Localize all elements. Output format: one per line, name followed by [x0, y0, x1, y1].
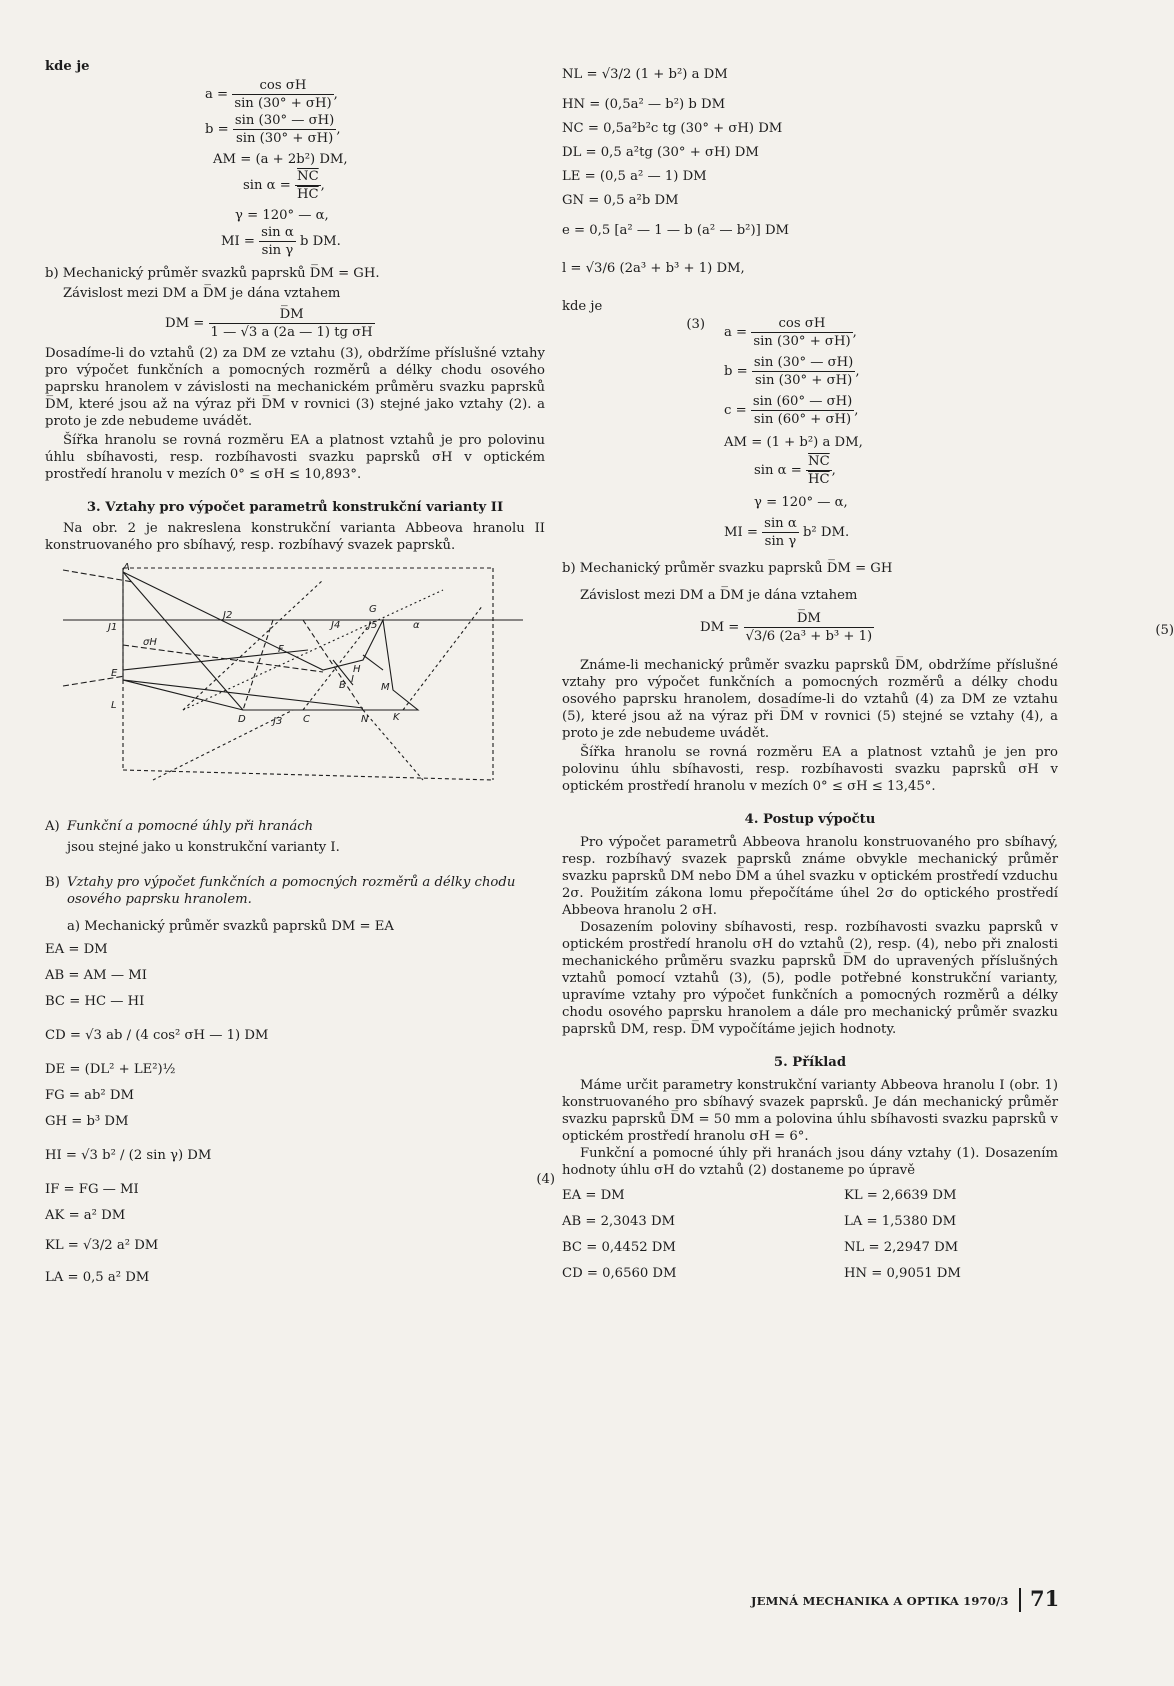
denominator: sin (30° + σH)	[235, 131, 334, 146]
page-footer	[0, 1582, 1143, 1612]
equation-gamma: γ = 120° — α,	[235, 208, 329, 223]
eq-line: HN = (0,5a² — b²) b DM	[562, 97, 726, 112]
kde-je-label: kde je	[45, 59, 90, 74]
eq4-line: CD = √3 ab / (4 cos² σH — 1) DM	[45, 1028, 269, 1043]
results-table	[562, 1187, 1058, 1295]
fig-label-C: C	[303, 714, 310, 725]
paragraph: Pro výpočet parametrů Abbeova hranolu konstruovaného pro sbíhavý, resp. rozbíhavý svazek paprsků známe obvykle mechanický průměr svazku paprsků DM nebo D̅M a úhel svazku v optickém prostředí vzduchu 2σ. Použitím zákona lomu přepočítáme úhel 2σ do optického prostředí Abbeova hranolu 2 σH.	[562, 835, 1058, 918]
result-line: EA = DM	[562, 1188, 625, 1203]
result-line: CD = 0,6560 DM	[562, 1266, 677, 1281]
eq4-line: AB = AM — MI	[45, 968, 147, 983]
numerator: cos σH	[751, 315, 852, 333]
list-text: jsou stejné jako u konstrukční varianty I.	[67, 840, 340, 855]
fig-label-L: L	[111, 700, 117, 711]
equation-b: b = $\frac{\sin (30^\circ — \sigma H)}{\sin (30^\circ + \sigma H)}$ ,	[205, 113, 341, 146]
result-line: KL = 2,6639 DM	[844, 1188, 957, 1203]
eq-lhs: b =	[205, 122, 229, 137]
page-number: 71	[1030, 1586, 1060, 1611]
eq4-line: FG = ab² DM	[45, 1088, 134, 1103]
numerator: $\overline{NC}$	[808, 454, 830, 469]
equation-c: c = $\frac{\sin (60^\circ — \sigma H)}{\sin (60^\circ + \sigma H)}$ ,	[724, 394, 859, 427]
right-column	[562, 58, 1174, 1295]
section-4-title: 4. Postup výpočtu	[744, 812, 876, 827]
eq-lhs: sin α =	[243, 178, 291, 193]
list-text: Vztahy pro výpočet funkčních a pomocných rozměrů a délky chodu osového paprsku hranolem.	[67, 875, 516, 907]
equation-block-4	[45, 941, 555, 1291]
journal-name: JEMNÁ MECHANIKA A OPTIKA 1970/3	[751, 1594, 1009, 1608]
paragraph: Na obr. 2 je nakreslena konstrukční varianta Abbeova hranolu II konstruovaného pro sbíhavý, resp. rozbíhavý svazek paprsků.	[45, 521, 545, 553]
fraction	[752, 354, 855, 389]
fig-label-K: K	[393, 712, 400, 723]
paragraph: Dosadíme-li do vztahů (2) za DM ze vztahu (3), obdržíme příslušné vztahy pro výpočet funkčních a pomocných rozměrů a délky chodu osového paprsku hranolem v závislosti na mechanickém průměru svazku paprsků D̅M, které jsou až na výraz při D̅M v rovnici (3) stejné jako vztahy (2). a proto je zde nebudeme uvádět.	[45, 346, 545, 429]
eq-line: NC = 0,5a²b²c tg (30° + σH) DM	[562, 121, 783, 136]
numerator: cos σH	[232, 77, 333, 95]
fraction	[744, 610, 875, 645]
paragraph: Šířka hranolu se rovná rozměru EA a platnost vztahů je pro polovinu úhlu sbíhavosti, resp. rozbíhavosti svazku paprsků σH v optickém prostředí hranolu v mezích 0° ≤ σH ≤ 10,893°.	[45, 433, 545, 482]
eq-rhs: b² DM.	[802, 525, 850, 540]
denominator: HC	[297, 187, 319, 202]
result-line: AB = 2,3043 DM	[562, 1214, 676, 1229]
equation-number: (4)	[536, 1172, 555, 1187]
fig-label-J3: J3	[273, 716, 283, 727]
list-a-b	[45, 818, 545, 935]
eq4-line: KL = √3/2 a² DM	[45, 1238, 159, 1253]
paragraph: Dosazením poloviny sbíhavosti, resp. rozbíhavosti svazku paprsků v optickém prostředí hranolu σH do vztahů (2), resp. (4), nebo při znalosti mechanického průměru svazku paprsků D̅M do upravených příslušných vztahů pomocí vztahů (3), (5), podle potřebné konstrukční varianty, upravíme vztahy pro výpočet funkčních a pomocných rozměrů a délky chodu osového paprsku hranolem a dále pro mechanický průměr svazku paprsků DM, resp. D̅M vypočítáme jejich hodnoty.	[562, 920, 1058, 1037]
fig-label-J4: J4	[331, 620, 341, 631]
fraction	[295, 168, 321, 203]
numerator: D̅M	[209, 306, 375, 324]
eq-line: NL = √3/2 (1 + b²) a DM	[562, 67, 728, 82]
fraction	[762, 515, 799, 550]
eq-line: LE = (0,5 a² — 1) DM	[562, 169, 707, 184]
equation-gamma: γ = 120° — α,	[754, 495, 848, 510]
fig-label-G: G	[369, 604, 377, 615]
eq4-line: GH = b³ DM	[45, 1114, 129, 1129]
section-3-title: 3. Vztahy pro výpočet parametrů konstrukční varianty II	[86, 500, 504, 515]
denominator: sin (60° + σH)	[753, 412, 852, 427]
eq-line: l = √3/6 (2a³ + b³ + 1) DM,	[562, 261, 745, 276]
equation-b: b = $\frac{\sin (30^\circ — \sigma H)}{\sin (30^\circ + \sigma H)}$ ,	[724, 355, 860, 388]
equation-block-top	[562, 58, 1058, 290]
fig-label-alpha: α	[413, 620, 420, 631]
eq4-line: LA = 0,5 a² DM	[45, 1270, 150, 1285]
equation-sin-alpha: sin α = $\frac{\overline{NC}}{HC}$ ,	[243, 169, 325, 202]
fig-label-A: A	[123, 562, 130, 573]
denominator: sin γ	[261, 243, 294, 258]
fraction	[233, 112, 336, 147]
denominator: √3/6 (2a³ + b³ + 1)	[745, 629, 873, 644]
fraction	[232, 77, 333, 112]
fig-label-I: I	[351, 674, 354, 685]
eq-lhs: DM =	[700, 620, 740, 635]
paragraph: Šířka hranolu se rovná rozměru EA a platnost vztahů je jen pro polovinu úhlu sbíhavosti, resp. rozbíhavosti svazku paprsků σH v optickém prostředí hranolu v mezích 0° ≤ σH ≤ 13,45°.	[562, 745, 1058, 794]
eq-line: e = 0,5 [a² — 1 — b (a² — b²)] DM	[562, 223, 790, 238]
eq-lhs: c =	[724, 403, 747, 418]
fraction	[751, 315, 852, 350]
result-line: HN = 0,9051 DM	[844, 1266, 961, 1281]
eq-rhs: b DM.	[299, 234, 341, 249]
fraction	[259, 224, 296, 259]
eq-lhs: MI =	[724, 525, 758, 540]
numerator: sin (30° — σH)	[753, 355, 854, 370]
numerator: sin α	[764, 516, 797, 531]
dependency-line: Závislost mezi DM a D̅M je dána vztahem	[580, 588, 858, 603]
numerator: sin (60° — σH)	[752, 394, 853, 409]
kde-je-label: kde je	[562, 299, 603, 314]
fig-label-J1: J1	[108, 622, 118, 633]
paragraph: Funkční a pomocné úhly při hranách jsou dány vztahy (1). Dosazením hodnoty úhlu σH do vztahů (2) dostaneme po úpravě	[562, 1146, 1058, 1178]
denominator: sin (30° + σH)	[234, 96, 332, 111]
denominator: HC	[808, 472, 830, 487]
fig-label-H: H	[353, 664, 361, 675]
eq4-line: DE = (DL² + LE²)½	[45, 1062, 176, 1077]
results-right-column	[844, 1187, 961, 1291]
eq-lhs: a =	[205, 87, 229, 102]
denominator: sin γ	[764, 534, 797, 549]
fig-label-M: M	[381, 682, 390, 693]
fig-label-N: N	[361, 714, 369, 725]
eq-lhs: DM =	[165, 316, 205, 331]
eq-lhs: b =	[724, 364, 748, 379]
figure-2-prism-diagram	[63, 560, 543, 810]
numerator: sin (30° — σH)	[234, 113, 335, 128]
list-text: Funkční a pomocné úhly při hranách	[67, 819, 314, 834]
numerator: D̅M	[744, 610, 875, 628]
fig-label-F: F	[278, 644, 284, 655]
denominator: sin (30° + σH)	[753, 334, 851, 349]
fig-label-D: D	[238, 714, 246, 725]
eq-line: DL = 0,5 a²tg (30° + σH) DM	[562, 145, 759, 160]
eq-line: GN = 0,5 a²b DM	[562, 193, 679, 208]
equation-5	[700, 610, 1174, 645]
fraction	[806, 453, 832, 488]
list-label: B)	[45, 875, 60, 890]
eq4-line: BC = HC — HI	[45, 994, 145, 1009]
result-line: BC = 0,4452 DM	[562, 1240, 676, 1255]
fraction	[209, 306, 375, 341]
equation-am: AM = (a + 2b²) DM,	[213, 152, 348, 167]
equation-mi	[221, 224, 545, 259]
eq-lhs: sin α =	[754, 463, 802, 478]
list-label: A)	[45, 819, 60, 834]
denominator: 1 — √3 a (2a — 1) tg σH	[210, 325, 373, 340]
paragraph: Máme určit parametry konstrukční varianty Abbeova hranolu I (obr. 1) konstruovaného pro sbíhavý svazek paprsků. Je dán mechanický průměr svazku paprsků D̅M = 50 mm a polovina úhlu sbíhavosti svazku paprsků v optickém prostředí hranolu σH = 6°.	[562, 1078, 1058, 1144]
fig-label-J2: J2	[223, 610, 233, 621]
fig-label-B: B	[339, 680, 346, 691]
eq-lhs: a =	[724, 325, 748, 340]
numerator: sin α	[261, 225, 294, 240]
subsection-a-line: a) Mechanický průměr svazků paprsků DM = EA	[67, 919, 394, 934]
numerator: $\overline{NC}$	[297, 169, 319, 184]
list-item-b	[45, 874, 545, 908]
prism-diagram-svg	[63, 560, 543, 810]
fig-label-J5: J5	[368, 620, 378, 631]
denominator: sin (30° + σH)	[754, 373, 853, 388]
list-item-a	[45, 818, 545, 835]
equation-a: a = $\frac{\text{cos σH}}{\sin (30^\circ + \sigma H)}$ ,	[724, 316, 857, 349]
eq-lhs: MI =	[221, 234, 255, 249]
equation-sin-alpha: sin α = $\frac{\overline{NC}}{HC}$ ,	[754, 454, 836, 487]
result-line: LA = 1,5380 DM	[844, 1214, 957, 1229]
footer-divider	[1019, 1588, 1021, 1612]
fraction	[751, 393, 854, 428]
equation-a: a = $\frac{\text{cos σH}}{\sin (30^\circ + \sigma H)}$ ,	[205, 78, 338, 111]
eq4-line: HI = √3 b² / (2 sin γ) DM	[45, 1148, 212, 1163]
equation-mi	[724, 515, 1058, 550]
equation-number: (5)	[1155, 623, 1174, 638]
equation-number: (3)	[686, 317, 705, 332]
equation-am: AM = (1 + b²) a DM,	[724, 435, 863, 450]
eq4-line: IF = FG — MI	[45, 1182, 139, 1197]
section-5-title: 5. Příklad	[773, 1055, 847, 1070]
results-left-column	[562, 1187, 677, 1291]
result-line: NL = 2,2947 DM	[844, 1240, 959, 1255]
dependency-line: Závislost mezi DM a D̅M je dána vztahem	[63, 286, 341, 301]
fig-label-sigmaH: σH	[143, 637, 157, 648]
eq4-line: AK = a² DM	[45, 1208, 126, 1223]
paragraph: Známe-li mechanický průměr svazku paprsků D̅M, obdržíme příslušné vztahy pro výpočet funkčních a pomocných rozměrů a délky chodu osového paprsku hranolem, dosadíme-li do vztahů (4) za DM ze vztahu (5), které jsou až na výraz při D̅M v rovnici (5) stejné se vztahy (4), a proto je zde nebudeme uvádět.	[562, 658, 1058, 741]
eq4-line: EA = DM	[45, 942, 108, 957]
section-b-line: b) Mechanický průměr svazku paprsků D̅M = GH	[562, 561, 893, 576]
list-item-a-cont	[45, 839, 545, 856]
fig-label-E: E	[111, 668, 118, 679]
section-b-line: b) Mechanický průměr svazků paprsků D̅M = GH.	[45, 266, 380, 281]
